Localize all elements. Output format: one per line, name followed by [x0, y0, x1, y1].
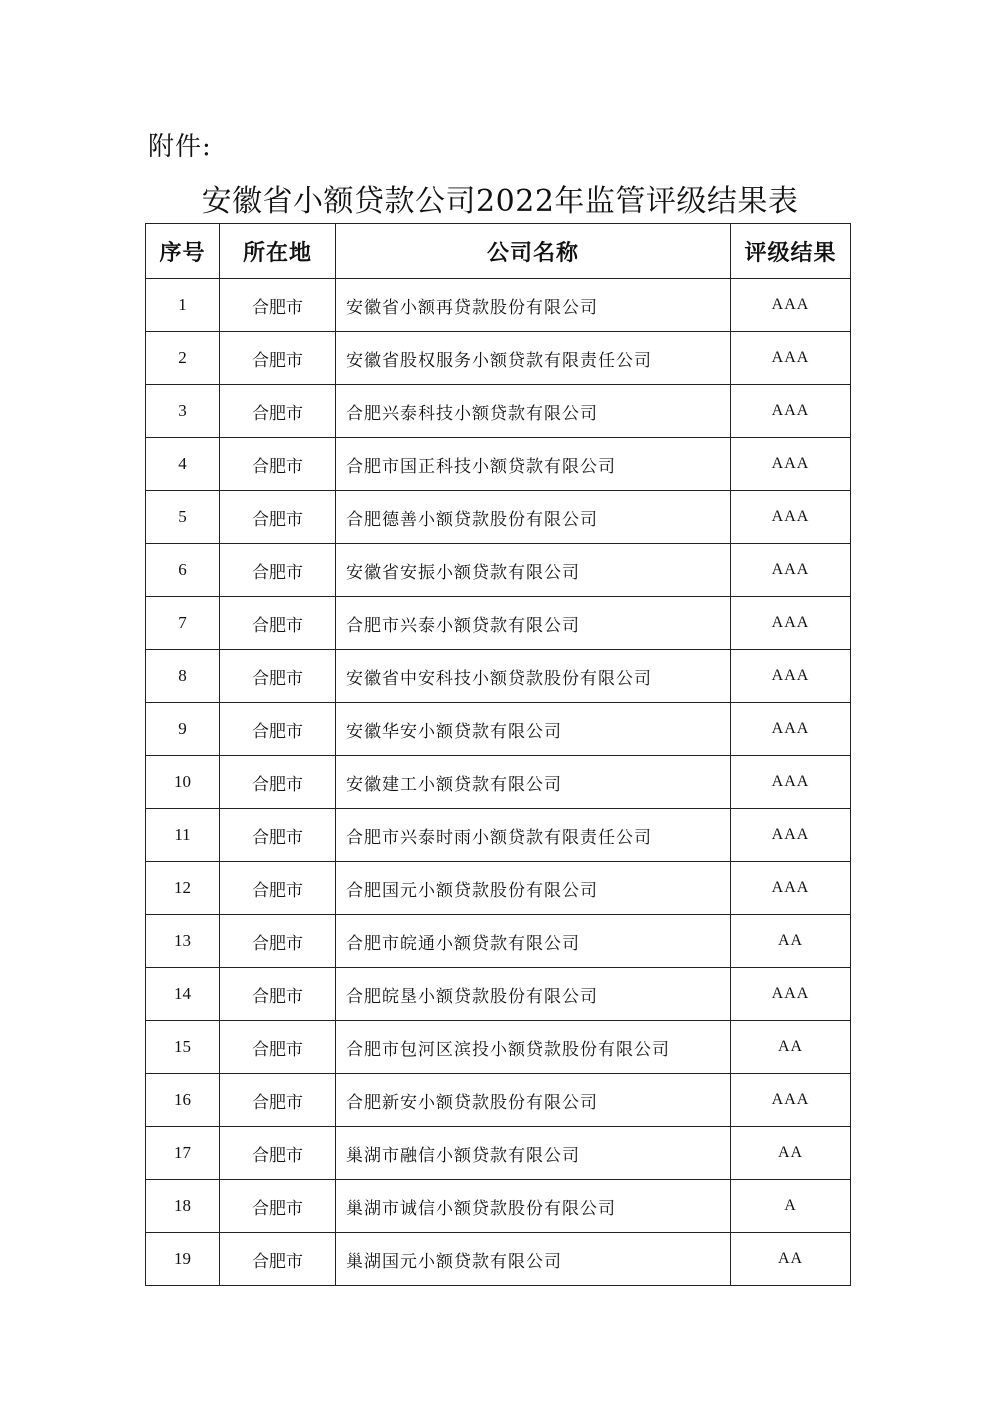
company-name-cell: 合肥市兴泰时雨小额贷款有限责任公司 [336, 809, 731, 862]
rating-result-cell: AA [731, 1021, 851, 1074]
table-row [146, 1021, 851, 1074]
company-name-cell: 合肥市国正科技小额贷款有限公司 [336, 438, 731, 491]
table-row [146, 332, 851, 385]
serial-number-cell: 15 [146, 1021, 220, 1074]
serial-number-cell: 14 [146, 968, 220, 1021]
company-name-cell: 安徽华安小额贷款有限公司 [336, 703, 731, 756]
company-name-cell: 巢湖国元小额贷款有限公司 [336, 1233, 731, 1286]
table-row [146, 597, 851, 650]
rating-result-cell: AAA [731, 809, 851, 862]
location-cell: 合肥市 [220, 703, 336, 756]
table-row [146, 438, 851, 491]
company-name-cell: 合肥皖垦小额贷款股份有限公司 [336, 968, 731, 1021]
table-row [146, 650, 851, 703]
table-row [146, 491, 851, 544]
location-cell: 合肥市 [220, 279, 336, 332]
rating-result-cell: AAA [731, 703, 851, 756]
column-header-location: 所在地 [220, 224, 336, 279]
attachment-label: 附件: [148, 132, 212, 162]
table-row [146, 915, 851, 968]
document-title: 安徽省小额贷款公司2022年监管评级结果表 [201, 184, 799, 219]
rating-result-cell: AAA [731, 756, 851, 809]
rating-result-cell: AA [731, 915, 851, 968]
location-cell: 合肥市 [220, 332, 336, 385]
location-cell: 合肥市 [220, 809, 336, 862]
location-cell: 合肥市 [220, 1021, 336, 1074]
serial-number-cell: 13 [146, 915, 220, 968]
table-row [146, 1074, 851, 1127]
location-cell: 合肥市 [220, 862, 336, 915]
company-name-cell: 安徽省小额再贷款股份有限公司 [336, 279, 731, 332]
company-name-cell: 安徽省股权服务小额贷款有限责任公司 [336, 332, 731, 385]
company-name-cell: 合肥兴泰科技小额贷款有限公司 [336, 385, 731, 438]
rating-result-cell: AAA [731, 332, 851, 385]
table-body [146, 279, 851, 1286]
serial-number-cell: 19 [146, 1233, 220, 1286]
table-row [146, 968, 851, 1021]
company-name-cell: 巢湖市融信小额贷款有限公司 [336, 1127, 731, 1180]
location-cell: 合肥市 [220, 438, 336, 491]
rating-result-cell: AAA [731, 544, 851, 597]
location-cell: 合肥市 [220, 597, 336, 650]
table-row [146, 703, 851, 756]
location-cell: 合肥市 [220, 491, 336, 544]
table-row [146, 1180, 851, 1233]
serial-number-cell: 8 [146, 650, 220, 703]
company-name-cell: 巢湖市诚信小额贷款股份有限公司 [336, 1180, 731, 1233]
table-header-row [146, 224, 851, 279]
serial-number-cell: 6 [146, 544, 220, 597]
serial-number-cell: 11 [146, 809, 220, 862]
rating-result-cell: AAA [731, 862, 851, 915]
company-name-cell: 合肥市皖通小额贷款有限公司 [336, 915, 731, 968]
rating-result-cell: AAA [731, 491, 851, 544]
company-name-cell: 合肥市兴泰小额贷款有限公司 [336, 597, 731, 650]
company-name-cell: 安徽省安振小额贷款有限公司 [336, 544, 731, 597]
company-name-cell: 合肥国元小额贷款股份有限公司 [336, 862, 731, 915]
serial-number-cell: 1 [146, 279, 220, 332]
location-cell: 合肥市 [220, 1127, 336, 1180]
table-row [146, 279, 851, 332]
location-cell: 合肥市 [220, 1074, 336, 1127]
serial-number-cell: 2 [146, 332, 220, 385]
location-cell: 合肥市 [220, 968, 336, 1021]
column-header-serial-number: 序号 [146, 224, 220, 279]
company-name-cell: 安徽建工小额贷款有限公司 [336, 756, 731, 809]
table-row [146, 756, 851, 809]
column-header-rating-result: 评级结果 [731, 224, 851, 279]
rating-result-cell: AAA [731, 597, 851, 650]
serial-number-cell: 16 [146, 1074, 220, 1127]
rating-result-cell: AAA [731, 385, 851, 438]
location-cell: 合肥市 [220, 756, 336, 809]
serial-number-cell: 12 [146, 862, 220, 915]
serial-number-cell: 5 [146, 491, 220, 544]
location-cell: 合肥市 [220, 1233, 336, 1286]
serial-number-cell: 18 [146, 1180, 220, 1233]
table-row [146, 385, 851, 438]
company-name-cell: 安徽省中安科技小额贷款股份有限公司 [336, 650, 731, 703]
rating-results-table [145, 223, 851, 1286]
serial-number-cell: 9 [146, 703, 220, 756]
rating-result-cell: AA [731, 1127, 851, 1180]
serial-number-cell: 17 [146, 1127, 220, 1180]
table-row [146, 862, 851, 915]
serial-number-cell: 3 [146, 385, 220, 438]
serial-number-cell: 4 [146, 438, 220, 491]
rating-result-cell: A [731, 1180, 851, 1233]
table-row [146, 1127, 851, 1180]
column-header-company-name: 公司名称 [336, 224, 731, 279]
location-cell: 合肥市 [220, 650, 336, 703]
location-cell: 合肥市 [220, 915, 336, 968]
company-name-cell: 合肥新安小额贷款股份有限公司 [336, 1074, 731, 1127]
company-name-cell: 合肥德善小额贷款股份有限公司 [336, 491, 731, 544]
rating-result-cell: AAA [731, 650, 851, 703]
serial-number-cell: 7 [146, 597, 220, 650]
location-cell: 合肥市 [220, 1180, 336, 1233]
rating-result-cell: AAA [731, 438, 851, 491]
location-cell: 合肥市 [220, 544, 336, 597]
serial-number-cell: 10 [146, 756, 220, 809]
rating-result-cell: AAA [731, 1074, 851, 1127]
rating-result-cell: AA [731, 1233, 851, 1286]
location-cell: 合肥市 [220, 385, 336, 438]
table-row [146, 544, 851, 597]
company-name-cell: 合肥市包河区滨投小额贷款股份有限公司 [336, 1021, 731, 1074]
table-row [146, 809, 851, 862]
table-row [146, 1233, 851, 1286]
rating-result-cell: AAA [731, 279, 851, 332]
rating-result-cell: AAA [731, 968, 851, 1021]
